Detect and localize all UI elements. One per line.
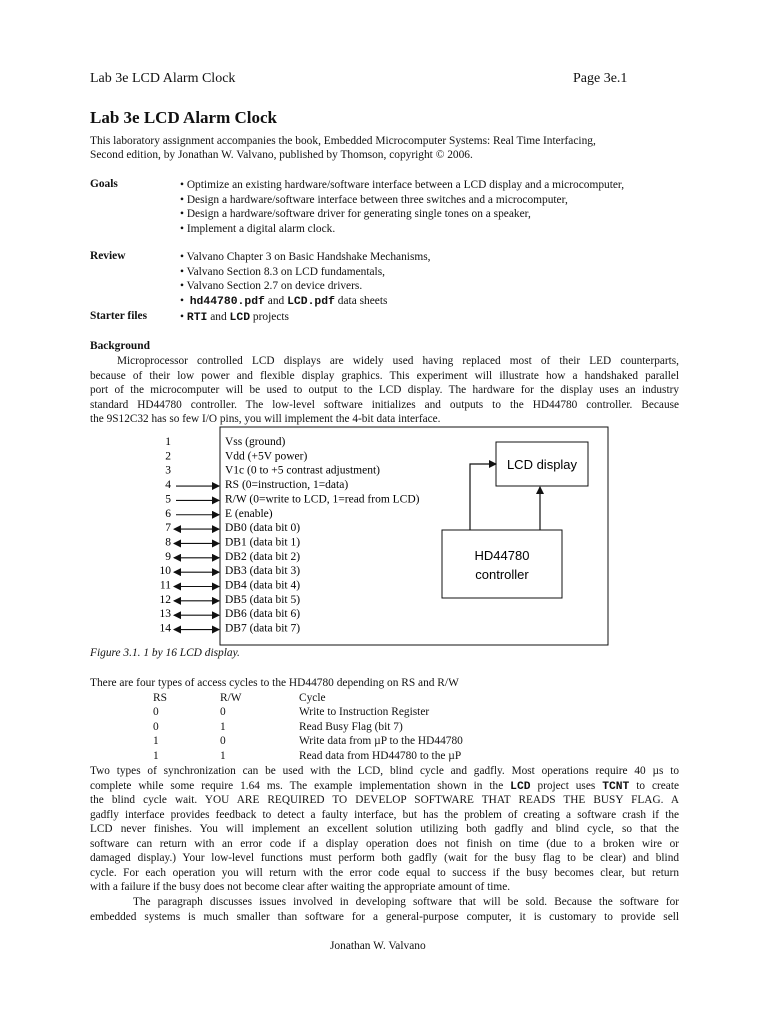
pin-label: DB3 (data bit 3) [225,565,301,578]
pin-label: DB4 (data bit 4) [225,579,301,592]
pin-label: DB2 (data bit 2) [225,550,301,563]
closing-paragraph [90,895,679,924]
project-rti: RTI [186,312,208,324]
project-lcd: LCD [229,312,251,324]
pin-label: Vss (ground) [225,436,286,448]
pin-label: DB0 (data bit 0) [225,522,301,535]
controller-label-line2: controller [475,567,529,582]
cycles-intro: There are four types of access cycles to the HD44780 depending on RS and R/W [90,677,459,689]
review-label: Review [90,250,126,262]
pin-list [160,436,420,635]
review-item-datasheets: • hd44780.pdf and LCD.pdf data sheets [180,294,388,308]
pin-row [165,536,300,548]
pin-number: 1 [165,436,171,448]
pin-row [165,479,348,491]
hd44780-controller-box [442,530,562,598]
datasheet-file-lcd: LCD.pdf [287,295,335,308]
review-item: • Valvano Section 8.3 on LCD fundamentals, [180,265,385,278]
review-item: • Valvano Section 2.7 on device drivers. [180,280,363,292]
pin-number: 13 [159,608,171,621]
starter-files-label: Starter files [90,310,148,322]
pin-number: 12 [159,593,171,606]
goals-label: Goals [90,178,118,190]
goal-item: • Design a hardware/software driver for generating single tones on a speaker, [180,208,531,220]
pin-number: 7 [165,522,171,535]
pin-number: 8 [165,536,171,549]
background-line: the 9S12C32 has so few I/O pins, you will implement the 4-bit data interface. [90,413,441,425]
pin-row [165,450,307,462]
pin-row [165,508,272,520]
sync-line: gadfly interface provides feedback to detect a faulty interface, but has the problem of creating a software crash if the [90,808,679,821]
cycles-header-rw: R/W [220,691,242,704]
sync-line: cycle. For each operation you will return with the error code equal to success if the busy becomes clear, but return [90,866,679,879]
pin-row [160,623,301,635]
synchronization-paragraph [90,764,679,895]
pin-number: 6 [165,507,171,520]
goal-item: • Design a hardware/software interface between three switches and a microcomputer, [180,193,568,206]
pin-row [165,522,300,534]
running-header-page: Page 3e.1 [573,71,628,86]
code-lcd: LCD [510,780,531,793]
goal-item: • Implement a digital alarm clock. [180,222,336,235]
pin-row [165,436,285,448]
sync-line: software can return with an error code if a display operation does not finish on time (due to a broken wire or [90,837,679,850]
pin-number: 14 [159,622,171,635]
cycles-header-cycle: Cycle [299,691,326,704]
datasheet-file-hd44780: hd44780.pdf [189,295,265,308]
pin-number: 4 [165,479,171,492]
controller-to-display-arrow-left [470,464,496,530]
pin-row [160,608,301,620]
pin-row [165,551,300,563]
background-line: Microprocessor controlled LCD displays are widely used having replaced most of their LED counterparts, [117,355,679,367]
background-line: port of the microcomputer will be used to output to the LCD display. The hardware for the display uses an industry [90,384,679,396]
page-title: Lab 3e LCD Alarm Clock [90,108,277,127]
pin-label: RS (0=instruction, 1=data) [225,479,349,492]
review-item: • Valvano Chapter 3 on Basic Handshake Mechanisms, [180,251,431,263]
figure-caption: Figure 3.1. 1 by 16 LCD display. [90,647,240,659]
pin-number: 10 [159,565,171,578]
pin-number: 3 [165,464,171,477]
pin-label: E (enable) [225,507,273,520]
goal-item: • Optimize an existing hardware/software interface between a LCD display and a microcomputer, [180,179,625,191]
running-header-title: Lab 3e LCD Alarm Clock [90,71,236,86]
page-footer-author: Jonathan W. Valvano [330,940,426,952]
sync-line: Two types of synchronization can be used with the LCD, blind cycle and gadfly. Most operations require 40 µs to [90,765,679,777]
pin-row [165,465,380,477]
pin-number: 5 [165,493,171,506]
pin-label: DB6 (data bit 6) [225,608,301,621]
code-tcnt: TCNT [602,780,630,793]
pin-label: Vdd (+5V power) [225,450,308,463]
controller-label-line1: HD44780 [474,548,530,563]
closing-line: embedded systems is much smaller than software for a general-purpose computer, it is customary to provide sell [90,910,679,923]
pin-number: 9 [165,550,171,563]
pin-label: DB1 (data bit 1) [225,536,301,549]
lcd-display-label: LCD display [506,457,578,472]
pin-label: DB7 (data bit 7) [225,622,301,635]
pin-number: 11 [159,579,171,592]
pin-label: R/W (0=write to LCD, 1=read from LCD) [225,493,420,506]
intro-line: This laboratory assignment accompanies the book, Embedded Microcomputer Systems: Real Time Interfacing, [90,135,596,147]
pin-row [160,565,301,577]
background-heading: Background [90,340,150,352]
sync-line: with a failure if the busy does not become clear after waiting the appropriate amount of time. [90,881,511,893]
sync-line: the blind cycle wait. YOU ARE REQUIRED TO DEVELOP SOFTWARE THAT READS THE BUSY FLAG. A [90,794,679,806]
pin-label: DB5 (data bit 5) [225,593,301,606]
pin-row [160,594,301,606]
sync-line-with-code: complete while some require 1.64 ms. The example implementation shown in the LCD project uses TCNT to create [90,779,679,793]
sync-line: damaged display.) Your low-level functions must perform both gadfly (wait for the busy flag to be clear) and blind [90,852,679,864]
sync-line: LCD never finishes. You will implement an excellent solution utilizing both gadfly and blind cycle, so that the [90,823,679,835]
cycles-header-rs: RS [153,691,167,704]
pin-number: 2 [165,450,171,463]
background-line: because of their low power and flexible display graphics. This experiment will illustrate how a handshaked parallel [90,369,679,382]
pin-row [160,580,300,592]
closing-line: The paragraph discusses issues involved in developing software that will be sold. Because the software for [133,896,679,908]
background-line: standard HD44780 controller. The low-level software initializes and outputs to the HD44780 controller. Because [90,398,679,411]
pin-label: V1c (0 to +5 contrast adjustment) [225,464,380,477]
pin-row [165,493,419,505]
intro-line: Second edition, by Jonathan W. Valvano, published by Thomson, copyright © 2006. [90,149,473,162]
starter-files-item: • RTI and LCD projects [180,311,289,324]
